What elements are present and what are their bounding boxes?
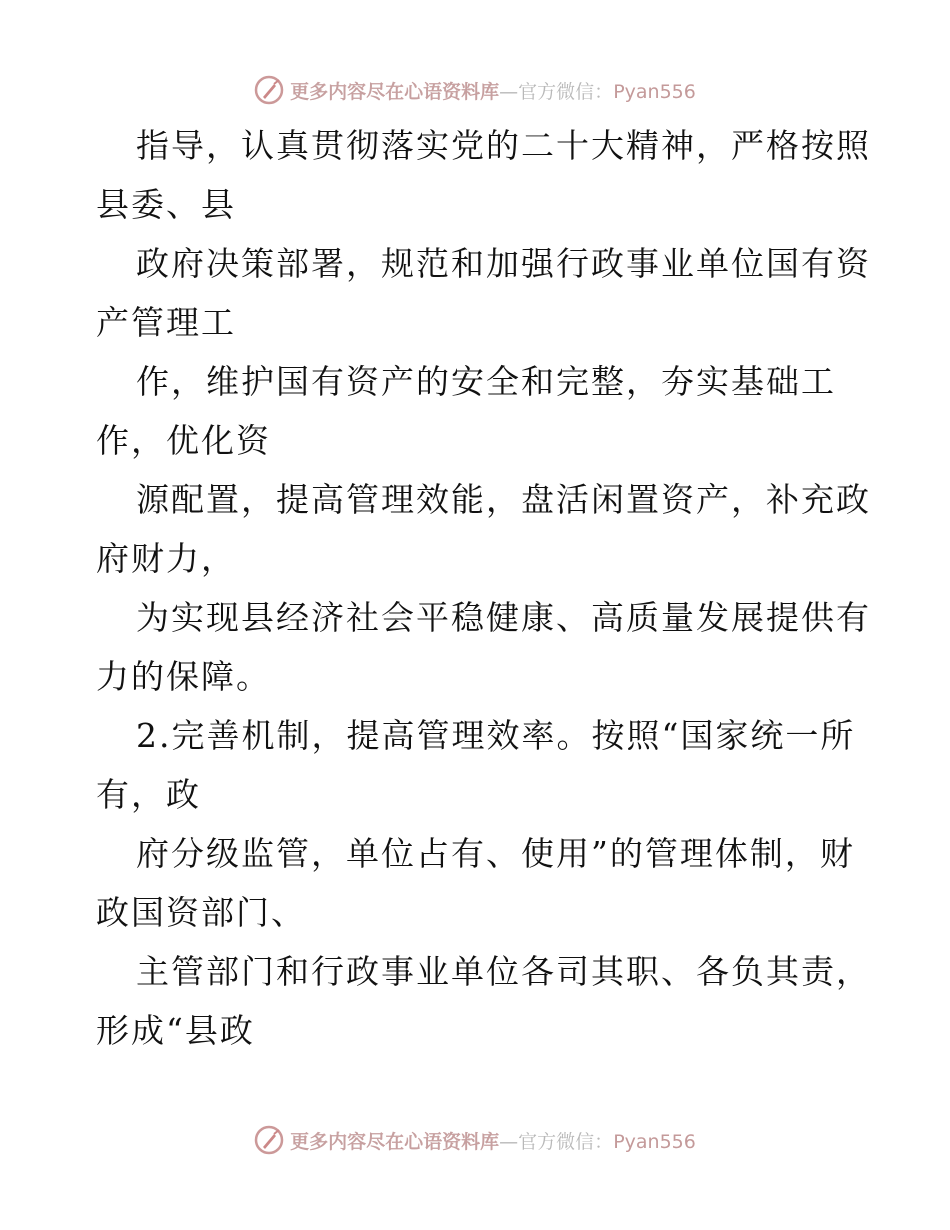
text-line: 指导，认真贯彻落实党的二十大精神，严格按照	[136, 126, 871, 165]
text-line: 为实现县经济社会平稳健康、高质量发展提供有	[136, 598, 871, 637]
watermark-id: Pyan556	[613, 80, 696, 103]
watermark-dash: —	[499, 80, 519, 103]
text-line: 作，优化资	[96, 421, 271, 460]
quill-logo-icon	[254, 75, 284, 105]
text-line: 有，政	[96, 775, 201, 814]
watermark-text	[290, 77, 696, 104]
watermark-dash: —	[499, 1130, 519, 1153]
watermark-main: 更多内容尽在心语资料库	[290, 80, 500, 103]
text-line: 2.完善机制，提高管理效率。按照“国家统一所	[136, 716, 856, 755]
document-body	[96, 116, 871, 1060]
watermark-id: Pyan556	[613, 1130, 696, 1153]
header-watermark	[0, 70, 950, 110]
text-line: 政府决策部署，规范和加强行政事业单位国有资	[136, 244, 871, 283]
watermark-sub: 官方微信：	[518, 80, 614, 103]
text-line: 政国资部门、	[96, 893, 306, 932]
text-line: 形成“县政	[96, 1011, 255, 1050]
text-line: 县委、县	[96, 185, 236, 224]
watermark-text	[290, 1127, 696, 1154]
watermark-main: 更多内容尽在心语资料库	[290, 1130, 500, 1153]
watermark-sub: 官方微信：	[518, 1130, 614, 1153]
quill-logo-icon	[254, 1125, 284, 1155]
text-line: 源配置，提高管理效能，盘活闲置资产，补充政	[136, 480, 871, 519]
text-line: 力的保障。	[96, 657, 271, 696]
text-line: 主管部门和行政事业单位各司其职、各负其责，	[136, 952, 871, 991]
footer-watermark	[0, 1120, 950, 1160]
text-line: 府财力，	[96, 539, 236, 578]
text-line: 府分级监管，单位占有、使用”的管理体制，财	[136, 834, 855, 873]
text-line: 产管理工	[96, 303, 236, 342]
text-line: 作，维护国有资产的安全和完整，夯实基础工	[136, 362, 836, 401]
